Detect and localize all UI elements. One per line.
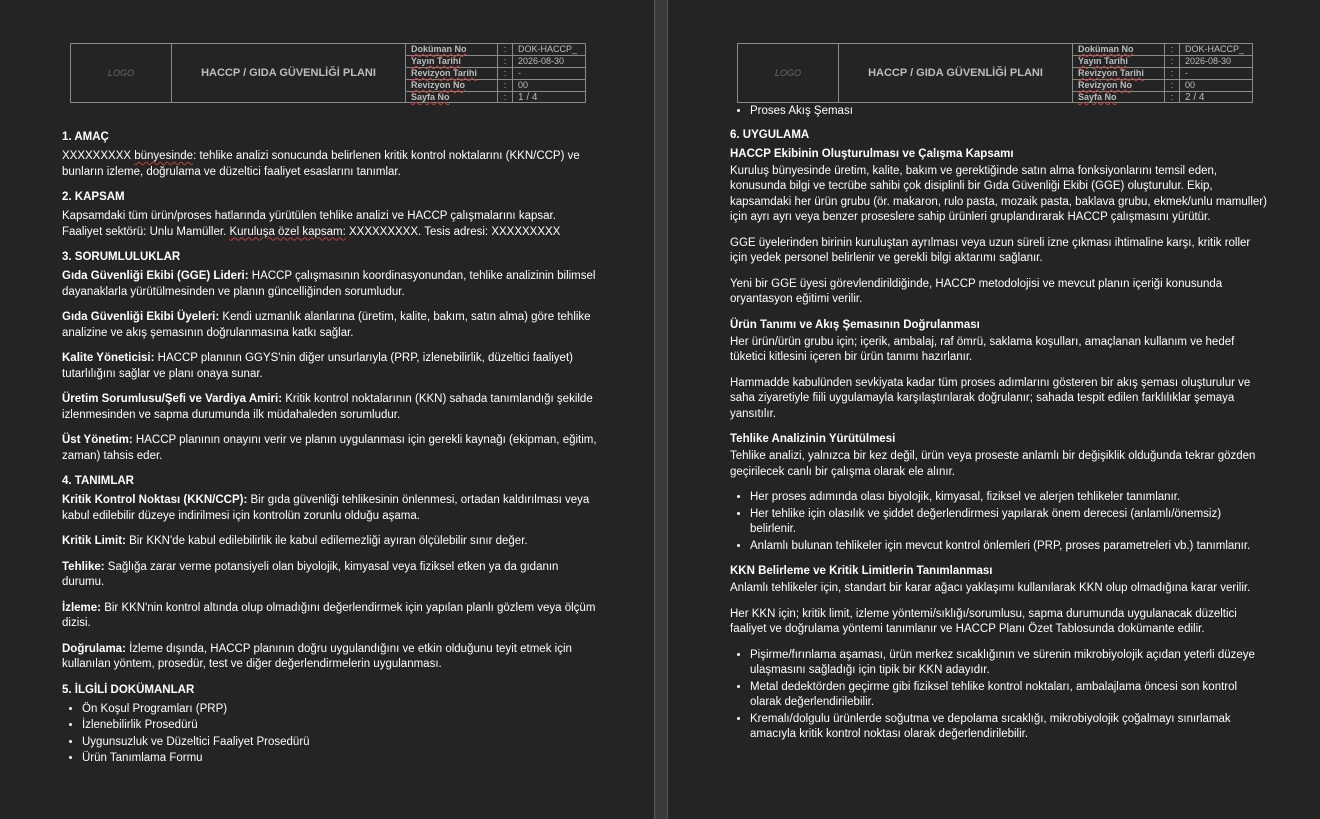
responsibility-text: HACCP planının onayını verir ve planın uygulanması için gerekli kaynağı (ekipman, eğitim, zaman) tahsis eder.: [62, 434, 597, 462]
meta-row: [406, 80, 585, 92]
paragraph: Anlamlı tehlikeler için, standart bir karar ağacı yaklaşımı kullanılarak KKN olup olmadığına karar verilir.: [730, 582, 1251, 594]
document-header: [737, 43, 1253, 103]
meta-value: 2026-08-30: [1185, 56, 1232, 66]
meta-row: [1073, 44, 1252, 56]
page-number: 1 / 4: [518, 92, 538, 103]
section-heading-tanimlar: 4. TANIMLAR: [62, 475, 134, 487]
paragraph: Kuruluş bünyesinde üretim, kalite, bakım ve gerektiğinde satın alma fonksiyonlarını temsil eden, konusunda bilgi ve tecrübe sahibi çok disiplinli bir Gıda Güvenliği Ekibi (GGE) oluşturulur. Ekip, kapsamdaki her ürün grubu (ör. makaron, rulo pasta, mozaik pasta, baklava grubu, ekmek/unlu mamuller) için ayrı ayrı veya benzer proseslere sahip ürünleri gruplandırarak HACCP çalışmasını yürütür.: [730, 164, 1267, 223]
responsibility-item: [62, 310, 602, 341]
kapsam-line: Kuruluşa özel kapsam:: [229, 225, 346, 238]
page-2-body: [730, 104, 1270, 753]
logo-placeholder: LOGO: [738, 44, 839, 102]
meta-row: [406, 92, 585, 103]
meta-key: Revizyon Tarihi: [1073, 68, 1165, 79]
section-heading-kapsam: 2. KAPSAM: [62, 191, 125, 203]
responsibility-term: Gıda Güvenliği Ekibi Üyeleri:: [62, 311, 220, 323]
kapsam-line: XXXXXXXXX. Tesis adresi: XXXXXXXXX: [345, 225, 561, 238]
meta-row: [406, 56, 585, 68]
definition-item: [62, 642, 602, 673]
section-heading-amac: 1. AMAÇ: [62, 131, 109, 143]
meta-value: DOK-HACCP_: [1185, 44, 1245, 54]
list-item: • İzlenebilirlik Prosedürü: [82, 718, 602, 734]
meta-colon: :: [1165, 44, 1180, 55]
meta-key: Yayın Tarihi: [406, 56, 498, 67]
meta-value: -: [1185, 68, 1188, 78]
definition-item: [62, 601, 602, 632]
meta-row: [1073, 80, 1252, 92]
document-meta-table: [406, 44, 585, 102]
meta-key: Revizyon No: [1073, 80, 1165, 91]
list-item: • Kremalı/dolgulu ürünlerde soğutma ve depolama sıcaklığı, mikrobiyolojik çoğalmayı sınırlamak amacıyla kritik kontrol noktası olarak değerlendirilebilir.: [750, 712, 1270, 743]
meta-key: Sayfa No: [406, 92, 498, 103]
paragraph: Hammadde kabulünden sevkiyata kadar tüm proses adımlarını gösteren bir akış şeması oluşturulur ve saha ziyaretiyle fiili uygulamayla karşılaştırılarak doğrulanır; sahada tespit edilen farklılıklar şemaya yansıtılır.: [730, 376, 1251, 420]
definition-text: Bir KKN'nin kontrol altında olup olmadığını değerlendirmek için yapılan planlı gözlem veya ölçüm dizisi.: [62, 601, 596, 629]
meta-value: 00: [518, 80, 529, 90]
responsibility-text: Kritik kontrol noktalarının (KKN) sahada tanımlandığı şekilde izlenmesinden ve sapma durumunda ilk müdahaleden sorumludur.: [62, 393, 593, 421]
paragraph: Her ürün/ürün grubu için; içerik, ambalaj, raf ömrü, saklama koşulları, amaçlanan kullanım ve hedef tüketici kitlesini içeren bir ürün tanımı hazırlanır.: [730, 335, 1235, 363]
meta-value: DOK-HACCP_: [518, 44, 578, 54]
meta-value: 2026-08-30: [518, 56, 565, 66]
paragraph: Tehlike analizi, yalnızca bir kez değil, ürün veya proseste anlamlı bir değişiklik olduğunda tekrar gözden geçirilecek canlı bir çalışma olarak ele alınır.: [730, 450, 1256, 478]
paragraph: GGE üyelerinden birinin kuruluştan ayrılması veya uzun süreli izne çıkması ihtimaline karşı, kritik roller için yedek personel belirlenir ve gerekli bilgi aktarımı sağlanır.: [730, 236, 1251, 264]
meta-colon: :: [498, 80, 513, 91]
responsibility-item: [62, 351, 602, 382]
subheading-kkn: KKN Belirleme ve Kritik Limitlerin Tanımlanması: [730, 565, 993, 577]
meta-value: -: [518, 68, 521, 78]
responsibility-item: [62, 392, 602, 423]
meta-value: 00: [1185, 80, 1196, 90]
meta-row: [1073, 68, 1252, 80]
meta-colon: :: [1165, 68, 1180, 79]
amac-text-part: bünyesinde: [134, 150, 194, 162]
meta-key: Revizyon Tarihi: [406, 68, 498, 79]
subheading-tehlike: Tehlike Analizinin Yürütülmesi: [730, 433, 896, 445]
meta-colon: :: [1165, 56, 1180, 67]
kapsam-line: Kapsamdaki tüm ürün/proses hatlarında yürütülen tehlike analizi ve HACCP çalışmalarını kapsar.: [62, 210, 556, 222]
list-item: • Her proses adımında olası biyolojik, kimyasal, fiziksel ve alerjen tehlikeler tanımlanır.: [750, 490, 1270, 506]
meta-key: Doküman No: [1073, 44, 1165, 55]
definition-term: Kritik Kontrol Noktası (KKN/CCP):: [62, 494, 248, 506]
list-item: • Proses Akış Şeması: [750, 104, 1270, 120]
document-page-2: [668, 0, 1320, 819]
meta-key: Revizyon No: [406, 80, 498, 91]
meta-row: [406, 68, 585, 80]
meta-key: Sayfa No: [1073, 92, 1165, 103]
meta-colon: :: [498, 56, 513, 67]
list-item: • Uygunsuzluk ve Düzeltici Faaliyet Prosedürü: [82, 735, 602, 751]
definition-text: Bir gıda güvenliği tehlikesinin önlenmesi, ortadan kaldırılması veya kabul edilebilir düzeye indirilmesi için kontrolün zorunlu olduğu aşama.: [62, 494, 590, 522]
meta-row: [1073, 92, 1252, 103]
definition-term: Doğrulama:: [62, 642, 126, 655]
meta-colon: :: [498, 44, 513, 55]
definition-item: [62, 534, 602, 550]
amac-text-part: XXXXXXXXX: [62, 150, 135, 162]
responsibility-text: Kendi uzmanlık alanlarına (üretim, kalite, bakım, satın alma) göre tehlike analizine ve akış şemasının doğrulanmasına katkı sağlar.: [62, 311, 591, 339]
document-title: HACCP / GIDA GÜVENLİĞİ PLANI: [172, 44, 406, 102]
responsibility-item: [62, 433, 602, 464]
definition-item: [62, 560, 602, 591]
amac-text-part: : tehlike analizi sonucunda belirlenen kritik kontrol noktalarını (KKN/CCP) ve bunların izleme, doğrulama ve düzeltici faaliyet esaslarını tanımlar.: [62, 150, 580, 178]
definition-term: İzleme:: [62, 601, 101, 614]
definition-item: [62, 493, 602, 524]
related-documents-list-continued: [730, 104, 1270, 120]
logo-placeholder: LOGO: [71, 44, 172, 102]
responsibility-term: Gıda Güvenliği Ekibi (GGE) Lideri:: [62, 270, 249, 282]
list-item: • Anlamlı bulunan tehlikeler için mevcut kontrol önlemleri (PRP, proses parametreleri vb.) tanımlanır.: [750, 539, 1270, 555]
hazard-analysis-list: [730, 490, 1270, 554]
definition-text: İzleme dışında, HACCP planının doğru uygulandığını ve etkin olduğunu teyit etmek için kullanılan yöntem, prosedür, test ve diğer değerlendirmelerin uygulanması.: [62, 642, 572, 670]
definition-term: Kritik Limit:: [62, 535, 126, 547]
page-number: 2 / 4: [1185, 92, 1205, 103]
section-heading-uygulama: 6. UYGULAMA: [730, 128, 810, 141]
page-1-body: [62, 130, 602, 777]
meta-colon: :: [1165, 92, 1180, 103]
definition-text: Bir KKN'de kabul edilebilirlik ile kabul edilemezliği ayıran ölçülebilir sınır değer.: [125, 535, 528, 547]
document-header: [70, 43, 586, 103]
related-documents-list: [62, 702, 602, 767]
document-meta-table: [1073, 44, 1252, 102]
paragraph: Yeni bir GGE üyesi görevlendirildiğinde, HACCP metodolojisi ve mevcut planın içeriği konusunda oryantasyon eğitimi verilir.: [730, 277, 1223, 305]
list-item: • Her tehlike için olasılık ve şiddet değerlendirmesi yapılarak önem derecesi (anlamlı/önemsiz) belirlenir.: [750, 507, 1270, 538]
page-gap: [654, 0, 668, 819]
responsibility-term: Üst Yönetim:: [62, 434, 133, 446]
subheading-urun: Ürün Tanımı ve Akış Şemasının Doğrulanması: [730, 318, 980, 331]
responsibility-text: HACCP planının GGYS'nin diğer unsurlarıyla (PRP, izlenebilirlik, düzeltici faaliyet) tutarlılığını sağlar ve planı onaya sunar.: [62, 352, 573, 380]
responsibility-term: Üretim Sorumlusu/Şefi ve Vardiya Amiri:: [62, 393, 283, 405]
list-item: • Metal dedektörden geçirme gibi fiziksel tehlike kontrol noktaları, ambalajlama öncesi son kontrol olarak değerlendirilebilir.: [750, 680, 1270, 711]
meta-key: Yayın Tarihi: [1073, 56, 1165, 67]
kapsam-text: [62, 209, 602, 240]
definition-text: Sağlığa zarar verme potansiyeli olan biyolojik, kimyasal veya fiziksel etken ya da gıdanın durumu.: [62, 560, 559, 588]
section-heading-dokumanlar: 5. İLGİLİ DOKÜMANLAR: [62, 683, 195, 696]
responsibility-text: HACCP çalışmasının koordinasyonundan, tehlike analizinin bilimsel dayanaklarla yürütülmesinden ve planın güncelliğinden sorumludur.: [62, 270, 596, 298]
ccp-examples-list: [730, 648, 1270, 743]
meta-row: [406, 44, 585, 56]
meta-row: [1073, 56, 1252, 68]
list-item: • Ön Koşul Programları (PRP): [82, 702, 602, 718]
paragraph: Her KKN için; kritik limit, izleme yöntemi/sıklığı/sorumlusu, sapma durumunda uygulanacak düzeltici faaliyet ve doğrulama yöntemi tanımlanır ve HACCP Planı Özet Tablosunda dokümante edilir.: [730, 607, 1237, 635]
subheading-ekip: HACCP Ekibinin Oluşturulması ve Çalışma Kapsamı: [730, 147, 1014, 160]
document-title: HACCP / GIDA GÜVENLİĞİ PLANI: [839, 44, 1073, 102]
list-item: • Ürün Tanımlama Formu: [82, 751, 602, 767]
page-divider: [654, 0, 655, 819]
meta-colon: :: [1165, 80, 1180, 91]
section-heading-sorumluluklar: 3. SORUMLULUKLAR: [62, 251, 181, 263]
definition-term: Tehlike:: [62, 560, 105, 573]
responsibility-term: Kalite Yöneticisi:: [62, 352, 155, 364]
amac-text: [62, 149, 602, 180]
kapsam-line: Faaliyet sektörü: Unlu Mamüller.: [62, 225, 230, 238]
document-page-1: [0, 0, 654, 819]
list-item: • Pişirme/fırınlama aşaması, ürün merkez sıcaklığının ve sürenin mikrobiyolojik açıdan yeterli düzeye ulaşmasını sağladığı için tipik bir KKN adayıdır.: [750, 648, 1270, 679]
meta-colon: :: [498, 92, 513, 103]
responsibility-item: [62, 269, 602, 300]
meta-colon: :: [498, 68, 513, 79]
meta-key: Doküman No: [406, 44, 498, 55]
